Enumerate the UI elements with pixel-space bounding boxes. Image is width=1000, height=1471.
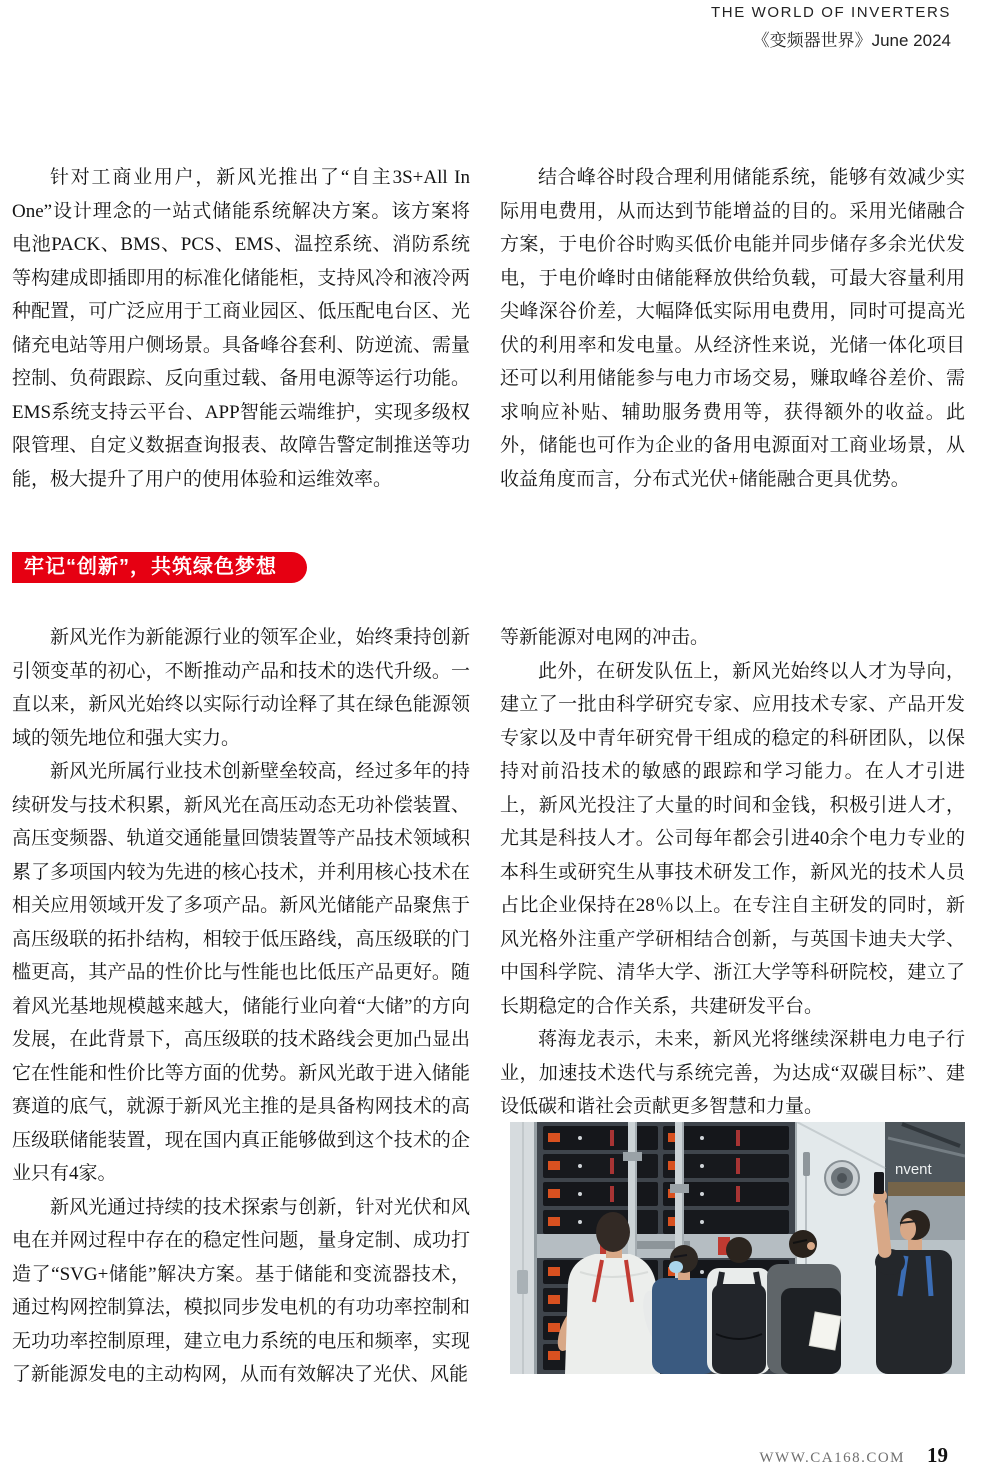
magazine-title-cn: 《变频器世界》June 2024 <box>752 31 951 50</box>
innovation-right-column <box>500 621 965 1124</box>
intro-paragraph: 针对工商业用户，新风光推出了“自主3S+All In One”设计理念的一站式储能系统解决方案。该方案将电池PACK、BMS、PCS、EMS、温控系统、消防系统等构建成即插即用的标准化储能柜，支持风冷和液冷两种配置，可广泛应用于工商业园区、低压配电台区、光储充电站等用户侧场景。具备峰谷套利、防逆流、需量控制、负荷跟踪、反向重过载、备用电源等运行功能。EMS系统支持云平台、APP智能云端维护，实现多级权限管理、自定义数据查询报表、故障告警定制推送等功能，极大提升了用户的使用体验和运维效率。 <box>12 167 470 490</box>
exhibition-photo <box>510 1122 965 1374</box>
section-banner: 牢记“创新”，共筑绿色梦想 <box>12 552 307 583</box>
innovation-left-column <box>12 621 470 1392</box>
intro-paragraph: 结合峰谷时段合理利用储能系统，能够有效减少实际用电费用，从而达到节能增益的目的。采用光储融合方案，于电价谷时购买低价电能并同步储存多余光伏发电，于电价峰时由储能释放供给负载，可最大容量利用尖峰深谷价差，大幅降低实际用电费用，同时可提高光伏的利用率和发电量。从经济性来说，光储一体化项目还可以利用储能参与电力市场交易，赚取峰谷差价、需求响应补贴、辅助服务费用等，获得额外的收益。此外，储能也可作为企业的备用电源面对工商业场景，从收益角度而言，分布式光伏+储能融合更具优势。 <box>500 167 965 490</box>
body-paragraph: 此外，在研发队伍上，新风光始终以人才为导向，建立了一批由科学研究专家、应用技术专家、产品开发专家以及中青年研究骨干组成的稳定的科研团队，以保持对前沿技术的敏感的跟踪和学习能力。在人才引进上，新风光投注了大量的时间和金钱，积极引进人才，尤其是科技人才。公司每年都会引进40余个电力专业的本科生或研究生从事技术研发工作，新风光的技术人员占比企业保持在28％以上。在专注自主研发的同时，新风光格外注重产学研相结合创新，与英国卡迪夫大学、中国科学院、清华大学、浙江大学等科研院校，建立了长期稳定的合作关系，共建研发平台。 <box>500 660 965 1017</box>
footer-page-number: 19 <box>927 1443 948 1467</box>
body-paragraph: 蒋海龙表示，未来，新风光将继续深耕电力电子行业，加速技术迭代与系统完善，为达成“双碳目标”、建设低碳和谐社会贡献更多智慧和力量。 <box>500 1029 965 1117</box>
page-footer <box>759 1443 948 1468</box>
footer-website: WWW.CA168.COM <box>759 1450 905 1466</box>
body-paragraph: 新风光作为新能源行业的领军企业，始终秉持创新引领变革的初心，不断推动产品和技术的迭代升级。一直以来，新风光始终以实际行动诠释了其在绿色能源领域的领先地位和强大实力。 <box>12 627 470 749</box>
page-header <box>711 4 951 51</box>
door-vent <box>825 1161 859 1195</box>
intro-left-column <box>12 161 470 496</box>
magazine-title-en: THE WORLD OF INVERTERS <box>711 4 951 21</box>
intro-right-column <box>500 161 965 496</box>
cabinet-side-panel <box>510 1122 537 1374</box>
body-paragraph: 新风光通过持续的技术探索与创新，针对光伏和风电在并网过程中存在的稳定性问题，量身定制、成功打造了“SVG+储能”解决方案。基于储能和变流器技术，通过构网控制算法，模拟同步发电机的有功功率控制和无功功率控制原理，建立电力系统的电压和频率，实现了新能源发电的主动构网，从而有效解决了光伏、风能 <box>12 1196 470 1385</box>
phone <box>874 1172 884 1194</box>
rack-shelf <box>537 1234 795 1258</box>
body-paragraph: 新风光所属行业技术创新壁垒较高，经过多年的持续研发与技术积累，新风光在高压动态无功补偿装置、高压变频器、轨道交通能量回馈装置等产品技术领域积累了多项国内较为先进的核心技术，并利用核心技术在相关应用领域开发了多项产品。新风光储能产品聚焦于高压级联的拓扑结构，相较于低压路线，高压级联的门槛更高，其产品的性价比与性能也比低压产品更好。随着风光基地规模越来越大，储能行业向着“大储”的方向发展，在此背景下，高压级联的技术路线会更加凸显出它在性能和性价比等方面的优势。新风光敢于进入储能赛道的底气，就源于新风光主推的是具备构网技术的高压级联储能装置，现在国内真正能够做到这个技术的企业只有4家。 <box>12 761 470 1184</box>
body-paragraph-continuation: 等新能源对电网的冲击。 <box>500 627 710 648</box>
booth-sign-text: nvent <box>895 1161 932 1178</box>
